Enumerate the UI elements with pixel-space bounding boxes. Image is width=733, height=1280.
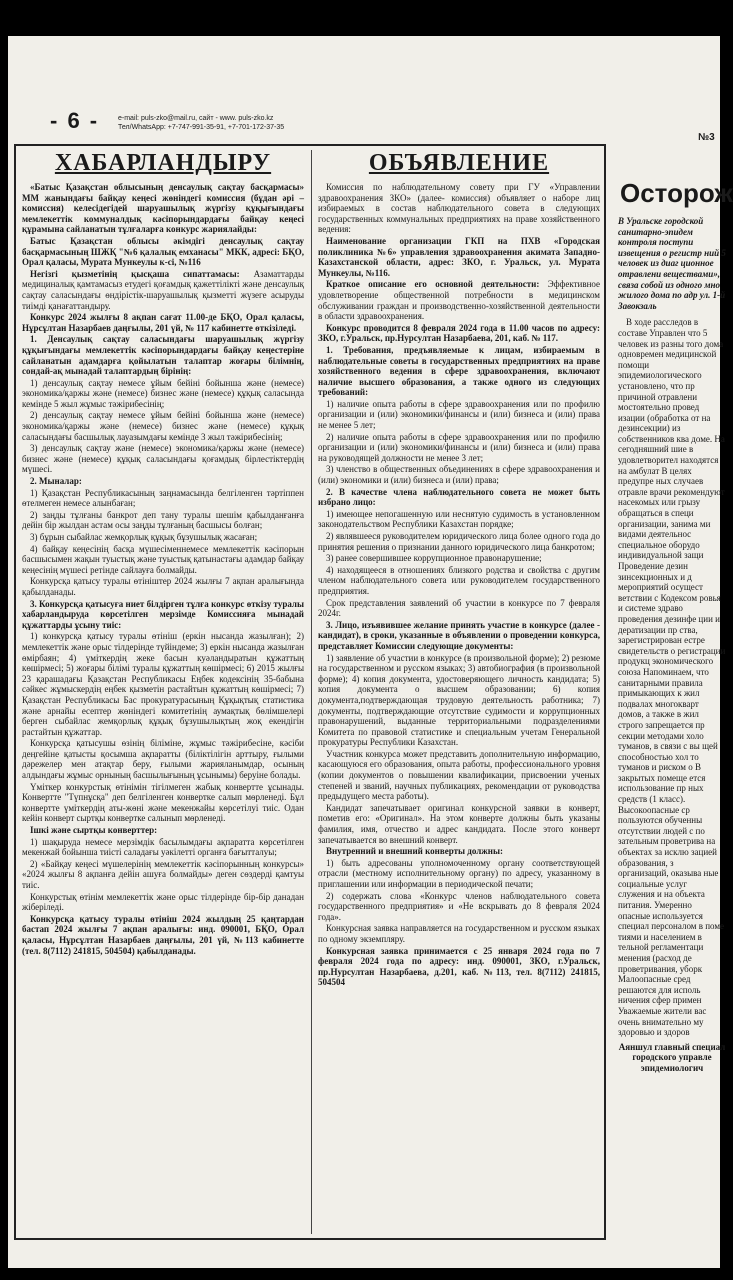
ru-title: ОБЪЯВЛЕНИЕ bbox=[368, 150, 550, 176]
ru-activity: Эффективное удовлетворение общественной потребности в медицинском обслуживании граждан и производственно-хозяйственной деятельности в области здравоохранения. bbox=[318, 279, 601, 322]
ru-docs-extra: Участник конкурса может представить дополнительную информацию, касающуюся его образования, опыта работы, профессионального уровня (копии документов о повышении квалификации, присвоении ученых степеней и званий, научных публикациях, рекомендации от руководства предыдущего места работы). bbox=[318, 748, 600, 802]
kz-req-3: 3) денсаулық сақтау және (немесе) экономика/қаржы және (немесе) бизнес және (немесе) құқық саласындағы қоғамдық бірлестіктердің мүшесі. bbox=[22, 443, 304, 475]
ru-not-4: 4) находящееся в отношениях близкого родства и свойства с другим членом наблюдательного совета или руководителем государственного предприятия. bbox=[318, 564, 600, 596]
ru-env-head: Внутренний и внешний конверты должны: bbox=[326, 846, 504, 857]
ru-envelope: Кандидат запечатывает оригинал конкурсной заявки в конверт, пометив его: «Оригинал». На этом конверте должны быть указаны фамилия, имя, отчество и адрес кандидата. После этого конверт запечатывается во внешний конверт. bbox=[318, 802, 600, 845]
kz-env-head: Ішкі және сыртқы конверттер: bbox=[30, 825, 158, 836]
ru-req-2: 2) наличие опыта работы в сфере здравоохранения или по профилю организации и (или) экономики/финансы и (или) бизнеса и (или) права на руководящей должности не менее 3 лет; bbox=[318, 431, 600, 463]
kz-intro: «Батыс Қазақстан облысының денсаулық сақтау басқармасы» ММ жанындағы байқау кеңесі жөніндегі комиссия (бұдан әрі – комиссия) келесідегідей шаруашылық жүргізу құқығындағы мемлекеттік коммуналдық кәсіпорындардағы байқау кеңесі құрамына сайланатын тұлғаларға конкурс жариялайды: bbox=[22, 182, 304, 235]
ru-intro: Комиссия по наблюдательному совету при ГУ «Управлении здравоохранения ЗКО» (далее- комиссия) объявляет о наборе лиц избираемых в состав наблюдательного совета в следующих государственных коммунальных предприятиях на праве хозяйственного ведения: bbox=[318, 182, 600, 235]
kz-when: Конкурс 2024 жылғы 8 ақпан сағат 11.00-де БҚО, Орал қаласы, Нұрсұлтан Назарбаев даңғылы, 201 үй, № 117 кабинетте өткізіледі. bbox=[22, 312, 304, 333]
ru-when: Конкурс проводится 8 февраля 2024 года в 11.00 часов по адресу: ЗКО, г.Уральск, пр.Нурсултан Назарбаева, 201, каб. № 117. bbox=[318, 322, 600, 344]
kz-not-1: 1) Қазақстан Республикасының заңнамасында белгіленген тәртіппен өтелмеген немесе алынбаған; bbox=[22, 487, 304, 509]
email-line: e-mail: puls-zko@mail.ru, сайт - www. puls-zko.kz bbox=[118, 115, 274, 122]
kazakh-announcement bbox=[22, 150, 304, 1234]
kz-not-2: 2) заңды тұлғаны банкрот деп тану туралы шешім қабылданғанға дейін бір жылдан астам осы заңды тұлғаның басшысы болған; bbox=[22, 509, 304, 531]
ru-docs-head: 3. Лицо, изъявившее желание принять участие в конкурсе (далее - кандидат), в сроки, указанные в объявлении о проведении конкурса, представляет Комиссии следующие документы: bbox=[318, 619, 600, 651]
right-article-title: Осторож bbox=[620, 178, 733, 208]
ru-activity-label: Краткое описание его основной деятельности: bbox=[326, 279, 540, 290]
right-article-body: В ходе расследов в составе Управлен что 5 человек из разны того дома одновремен медицинской помощи эпидемиологического установлено, что пр причиной отравлени мостоятельно провед изации (обработка от на дезинсекции) из собственников ква доме. На сегодняшний шие в удовлетворител находятся на амбулат В целях предупре ных случаев отравле врачи рекомендуют насекомых или грызу обращаться в специ организации, занима ми видами деятельнос специальное оборудо индивидуальной защи Проведение дезин зинсекционных и д мероприятий осущест ветствии с Кодексом ровья и системе здраво проведения дезинфе ции и дератизации пр ства, зарегистрирован естре свидетельств о регистрации продукц экономического союза Напоминаем, что санитарными правила примыкающих к жил подвалах многокварт домов, а также в жил строго запрещается пр секции методами холо туманов, в связи с вы щей способностью хол то туманов и риском о В закрытых помеще ется использование пр ных средств (1 класс). Высокоопасные ср пользуются обученны отсутствии людей с по зательным проветрива на объектах за исклю зацией образования, з организаций, оказыва ные социальные услуг служения и на объекта питания. Умеренно опасные используется специал персоналом в поме тиями и населением в тельной регламентаци менения (расход де проветривания, уборк Малоопасные сред решаются для исполь ничения сфер примен Уважаемые жители вас очень внимательно му здоровью и здоров bbox=[618, 317, 726, 1038]
ru-not-2: 2) являвшееся руководителем юридического лица более одного года до принятия решения о признании данного юридического лица банкротом; bbox=[318, 531, 600, 552]
right-article-signature: Аяншул главный специал городского управле эпидемиологич bbox=[618, 1041, 726, 1073]
ru-env-2: 2) содержать слова «Конкурс членов наблюдательного совета государственного предприятия» и «Не вскрывать до 8 февраля 2024 года». bbox=[318, 890, 600, 922]
announcement-frame bbox=[14, 144, 606, 1240]
kz-env-1: 1) шақыруда немесе мерзімдік басылымдағы ақпаратта көрсетілген мекенжай бойынша тиісті саладағы уәкілетті органға бағытталуы; bbox=[22, 836, 304, 858]
kz-docs-extra: Конкурсқа қатысушы өзінің біліміне, жұмыс тәжірибесіне, кәсіби деңгейіне қатысты қосымша ақпаратты (біліктілігін арттыру, ғылыми дәрежелер мен атақтар беру, ғылыми жарияланымдар, осының алдындағы жұмыс орнының басшылығының ұсынымы) беруіне болады. bbox=[22, 738, 304, 781]
kz-not-4: 4) байқау кеңесінің басқа мүшесіменнемесе мемлекеттік кәсіпорын басшысымен жақын туыстық және туыстық қатынастағы адамдар байқау кеңесінің мүшесі ретінде сайлауға болмайды. bbox=[22, 543, 304, 575]
right-article-lead: В Уральске городской санитарно-эпидем контроля поступи извещения о регистр ний 5 человек из диаг ционное отравлени веществами», связа собой из одного мно жилого дома по адр ул. 1-й Завокзаль bbox=[618, 216, 726, 311]
ru-lang: Конкурсная заявка направляется на государственном и русском языках по одному экземпляру. bbox=[318, 923, 600, 944]
kz-req-head: 1. Денсаулық сақтау саласындағы шаруашылық жүргізу құқығындағы мемлекеттік кәсіпорындардағы байқау кеңестеріне сайланатын адамдарға қойылатын талаптар жоғары білімнің, сондай-ақ мынадай талаптардың бірінің: bbox=[22, 334, 304, 377]
column-divider bbox=[311, 150, 312, 1234]
ru-not-3: 3) ранее совершившее коррупционное правонарушение; bbox=[326, 553, 542, 564]
kz-org: Батыс Қазақстан облысы әкімдігі денсаулық сақтау басқармасының ШЖҚ "№6 қалалық емханасы" МКК, адресі: БҚО, Орал қаласы, Мурата Мункеулы к-сі, №116 bbox=[22, 235, 304, 268]
ru-accept: Конкурсная заявка принимается с 25 января 2024 года по 7 февраля 2024 года по адресу: инд. 090001, ЗКО, г.Уральск, пр.Нурсултан Назарбаева, д.201, каб. №113, тел. 8(7112) 241815, 504504 bbox=[318, 945, 600, 988]
ru-req-head: 1. Требования, предъявляемые к лицам, избираемым в наблюдательные советы в государственных предприятиях на праве хозяйственного ведения в сфере здравоохранения, включают наличие высшего образования, а также одного из следующих требований: bbox=[318, 344, 600, 398]
right-article bbox=[618, 216, 726, 1246]
kz-docs-head: 3. Конкурсқа қатысуға ниет білдірген тұлға конкурс өткізу туралы хабарландыруда көрсетілген мерзімде Комиссияға мынадай құжаттарды ұсыну тиіс: bbox=[22, 598, 304, 630]
kz-accept: Конкурсқа қатысу туралы өтініш 2024 жылдың 25 қаңтардан бастап 2024 жылғы 7 ақпан аралығы: инд. 090001, БҚО, Орал қаласы, Нұрсұлтан Назарбаев даңғылы, 201 үй, №113 кабинетте (тел. 8(7112) 241815, 504504) қабылданады. bbox=[22, 913, 304, 956]
ru-not-head: 2. В качестве члена наблюдательного совета не может быть избрано лицо: bbox=[318, 486, 600, 508]
kz-not-3: 3) бұрын сыбайлас жемқорлық құқық бұзушылық жасаған; bbox=[30, 532, 258, 542]
ru-not-1: 1) имеющее непогашенную или неснятую судимость в установленном законодательством Республики Казахстан порядке; bbox=[318, 508, 600, 530]
kz-lang: Конкурстық өтінім мемлекеттік және орыс тілдерінде бір-бір данадан жіберіледі. bbox=[22, 891, 304, 913]
kz-not-head: 2. Мыналар: bbox=[30, 476, 82, 487]
contact-info bbox=[118, 114, 284, 132]
kz-req-1: 1) денсаулық сақтау немесе ұйым бейіні бойынша және (немесе) экономика/қаржы және (немесе) бизнес және (немесе) құқық саласында кемінде 5 жыл жұмыс тәжірибесінің; bbox=[22, 377, 304, 409]
newspaper-page bbox=[8, 36, 733, 1268]
russian-announcement bbox=[318, 150, 600, 1234]
kz-envelope: Үміткер конкурстық өтінімін тігілмеген жабық конвертте ұсынады. Конвертте "Түпнұсқа" деп белгіленген конвертке салып мөрленеді. Бұл конвертте үміткердің аты-жөні және мекенжайы көрсетілуі тиіс. Одан кейін конверт сыртқы конвертке салынып мөрленеді. bbox=[22, 781, 304, 824]
kz-req-2: 2) денсаулық сақтау немесе ұйым бейіні бойынша және (немесе) экономика/қаржы және (немесе) бизнес және (немесе) құқық саласындағы басшылық лауазымдағы кемінде 3 жыл тәжірибесінің; bbox=[22, 410, 304, 442]
ru-req-3: 3) членство в общественных объединениях в сфере здравоохранения и (или) экономики и (или) бизнеса и (или) права; bbox=[318, 464, 600, 486]
ru-docs: 1) заявление об участии в конкурсе (в произвольной форме); 2) резюме на государственном и русском языках; 3) автобиография (в произвольной форме); 4) копия документа, удостоверяющего личность кандидата; 5) копия документа о высшем образовании; 6) копия документа,подтверждающая трудовую деятельность работника; 7) документы, подтверждающие отсутствие судимости и коррупционных правонарушений, выданные территориальными подразделениями Комитета по правовой статистике и специальным учетам Генеральной прокуратуры Республики Казахстан. bbox=[318, 652, 600, 748]
kz-activity-label: Негізгі қызметінің қысқаша сипаттамасы: bbox=[30, 268, 240, 279]
ru-deadline: Срок представления заявлений об участии в конкурсе по 7 февраля 2024г. bbox=[318, 597, 600, 619]
kz-docs: 1) конкурсқа қатысу туралы өтініш (еркін нысанда жазылған); 2) мемлекеттік және орыс тілдерінде түйіндеме; 3) еркін нысанда жазылған өмірбаян; 4) үміткердің жеке басын куәландыратын құжаттың көшірмесі; 5) жоғары білімі туралы құжаттың көшірмесі; 6) 2015 жылғы 23 қарашадағы Қазақстан Республикасы Еңбек кодексінің 35-бабына сәйкес жұмыскердің еңбек қызметін растайтын құжаттың көшірмесі; 7) Қазақстан Республикасы Бас прокуратурасының Құқықтық статистика және арнайы есептер жөніндегі комитетінің аумақтық бөлімшелері берген сыбайлас жемқорлық құқық бұзушылықтың жоқ екендігін растайтын құжаттар. bbox=[22, 631, 304, 737]
issue-number: №3 bbox=[698, 132, 715, 143]
ru-org: Наименование организации ГКП на ПХВ «Городская поликлиника №6» управления здравоохранения акимата Западно-Казахстанской области, адрес: ЗКО, г. Уральск, ул. Мурата Мункеулы, №116. bbox=[318, 235, 600, 278]
kz-title: ХАБАРЛАНДЫРУ bbox=[54, 150, 272, 176]
phone-line: Тел/WhatsApp: +7-747-991-35-91, +7-701-172-37-35 bbox=[118, 124, 285, 131]
ru-env-1: 1) быть адресованы уполномоченному органу соответствующей отрасли (местному исполнительному органу) по адресу, указанному в приглашении или информации в периодической печати; bbox=[318, 857, 600, 889]
kz-deadline: Конкурсқа қатысу туралы өтініштер 2024 жылғы 7 ақпан аралығында қабылданады. bbox=[22, 576, 304, 597]
kz-env-2: 2) «Байқау кеңесі мүшелерінің мемлекеттік кәсіпорынның конкурсы» «2024 жылғы 8 ақпанға дейін ашуға болмайды» деген сөздерді қамтуы тиіс. bbox=[22, 858, 304, 890]
kz-activity: Азаматтарды медициналық қамтамасыз етудегі қоғамдық қажеттілікті және денсаулық сақтау саласындағы өндірістік-шаруашылық қызметті жүзеге асыруды тиімді қанағаттандыру. bbox=[22, 268, 304, 311]
ru-req-1: 1) наличие опыта работы в сфере здравоохранения или по профилю организации и (или) экономики/финансы и (или) бизнеса и (или) права не менее 5 лет; bbox=[318, 398, 600, 431]
page-number: - 6 - bbox=[50, 108, 100, 133]
